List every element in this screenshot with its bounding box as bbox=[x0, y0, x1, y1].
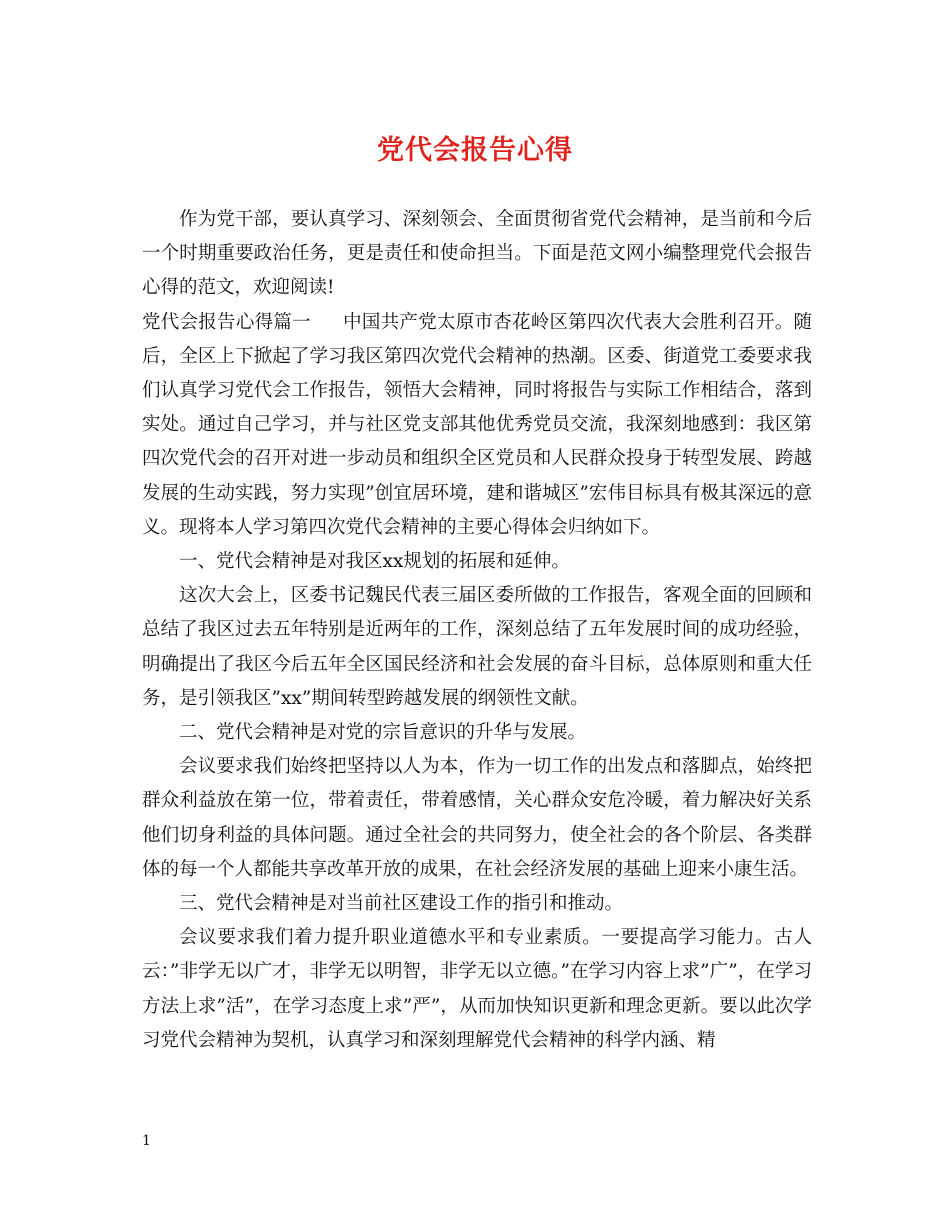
page-number: 1 bbox=[142, 1133, 151, 1149]
document-body bbox=[142, 203, 812, 1058]
point-one-heading: 一、党代会精神是对我区xx规划的拓展和延伸。 bbox=[179, 551, 570, 573]
point-three-paragraph: 会议要求我们着力提升职业道德水平和专业素质。一要提高学习能力。古人云：”非学无以广才，非学无以明智，非学无以立德。”在学习内容上求”广”，在学习方法上求”活”，在学习态度上求”严”，从而加快知识更新和理念更新。要以此次学习党代会精神为契机，认真学习和深刻理解党代会精神的科学内涵、精 bbox=[142, 927, 812, 1051]
intro-paragraph: 作为党干部，要认真学习、深刻领会、全面贯彻省党代会精神，是当前和今后一个时期重要政治任务，更是责任和使命担当。下面是范文网小编整理党代会报告心得的范文，欢迎阅读! bbox=[142, 209, 812, 299]
part-one-paragraph bbox=[142, 306, 812, 545]
document-title: 党代会报告心得 bbox=[377, 135, 573, 166]
part-one-text: 中国共产党太原市杏花岭区第四次代表大会胜利召开。随后，全区上下掀起了学习我区第四次党代会精神的热潮。区委、街道党工委要求我们认真学习党代会工作报告，领悟大会精神，同时将报告与实际工作相结合，落到实处。通过自己学习，并与社区党支部其他优秀党员交流，我深刻地感到：我区第四次党代会的召开对进一步动员和组织全区党员和人民群众投身于转型发展、跨越发展的生动实践，努力实现”创宜居环境，建和谐城区”宏伟目标具有极其深远的意义。现将本人学习第四次党代会精神的主要心得体会归纳如下。 bbox=[142, 311, 812, 538]
point-two-paragraph: 会议要求我们始终把坚持以人为本，作为一切工作的出发点和落脚点，始终把群众利益放在第一位，带着责任，带着感情，关心群众安危冷暖，着力解决好关系他们切身利益的具体问题。通过全社会的共同努力，使全社会的各个阶层、各类群体的每一个人都能共享改革开放的成果，在社会经济发展的基础上迎来小康生活。 bbox=[142, 756, 812, 880]
point-one-paragraph: 这次大会上，区委书记魏民代表三届区委所做的工作报告，客观全面的回顾和总结了我区过去五年特别是近两年的工作，深刻总结了五年发展时间的成功经验，明确提出了我区今后五年全区国民经济和社会发展的奋斗目标，总体原则和重大任务，是引领我区”xx”期间转型跨越发展的纲领性文献。 bbox=[142, 585, 812, 709]
point-three-heading: 三、党代会精神是对当前社区建设工作的指引和推动。 bbox=[179, 893, 624, 915]
point-two-heading: 二、党代会精神是对党的宗旨意识的升华与发展。 bbox=[179, 722, 587, 744]
part-one-heading: 党代会报告心得篇一 bbox=[142, 311, 311, 333]
